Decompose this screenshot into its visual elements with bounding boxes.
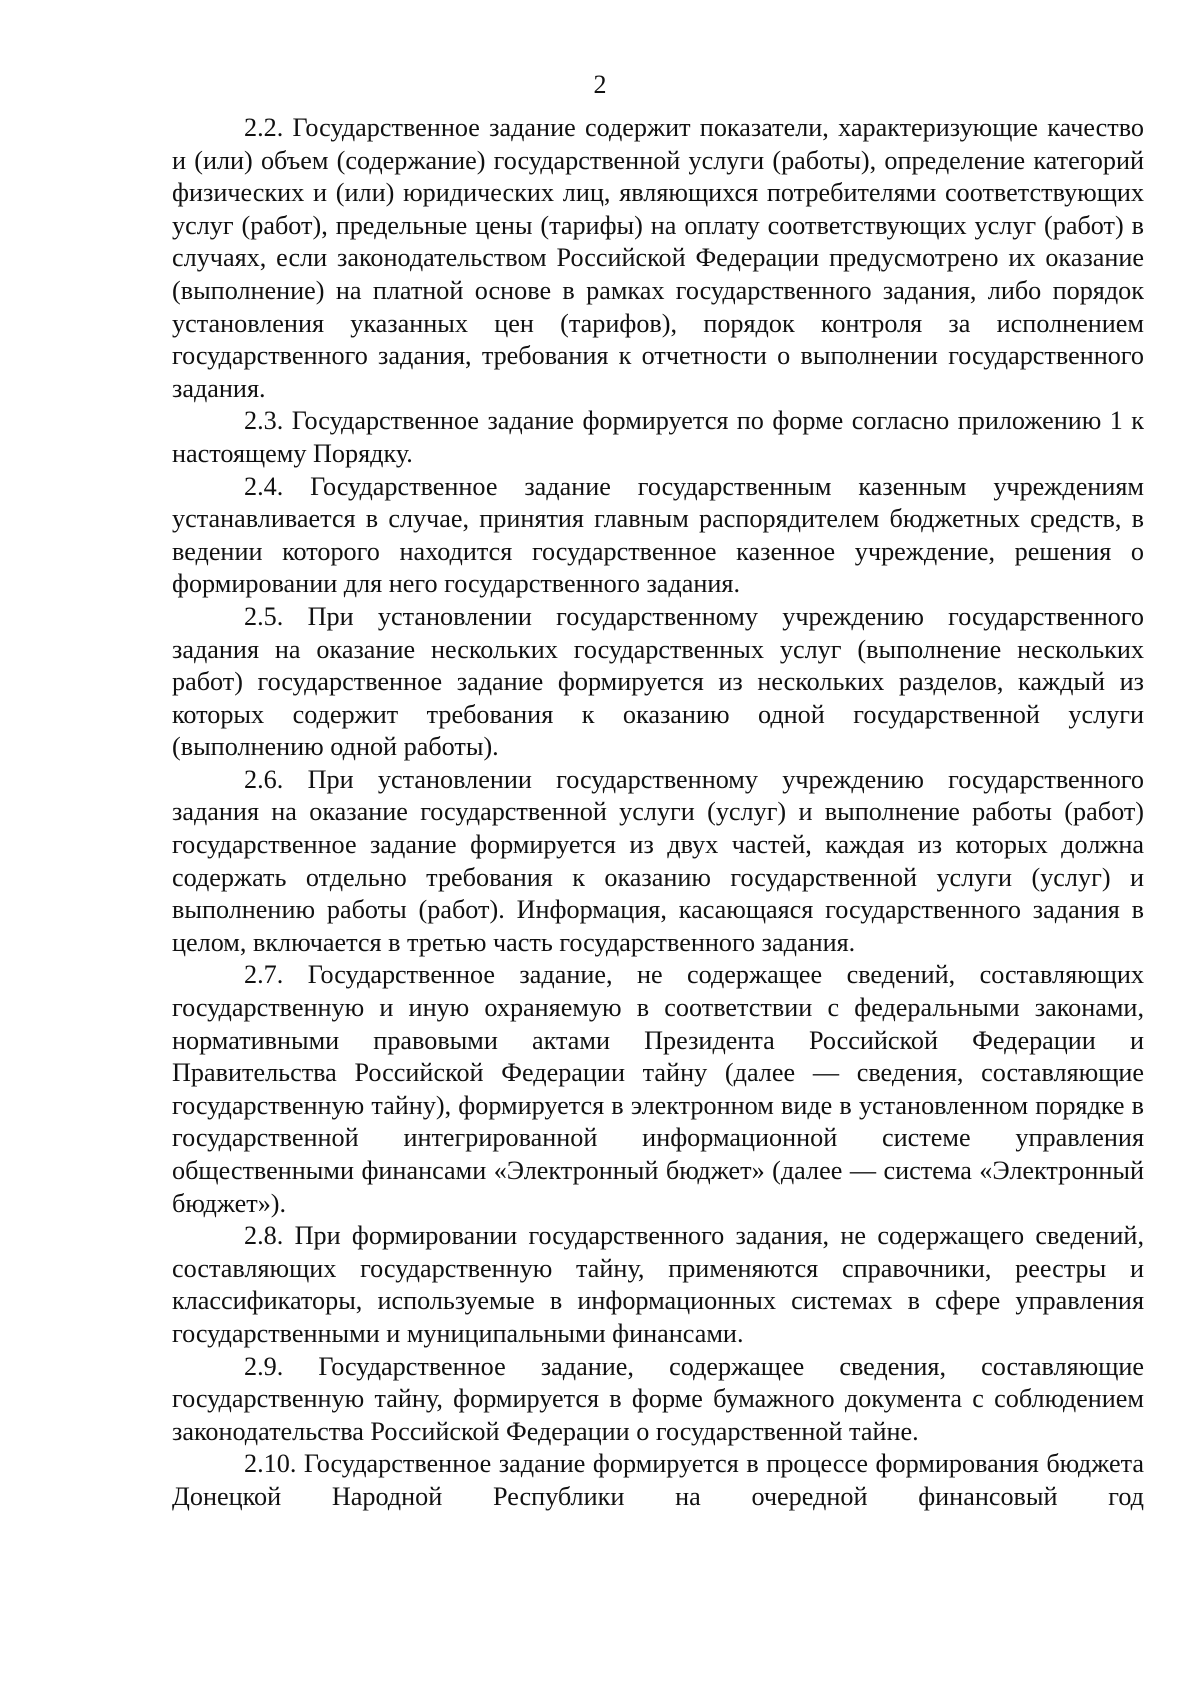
paragraph-2-4: 2.4. Государственное задание государственным казенным учреждениям устанавливается в случае, принятия главным распорядителем бюджетных средств, в ведении которого находится государственное казенное учреждение, решения о формировании для него государственного задания. <box>172 471 1144 599</box>
paragraph-2-6: 2.6. При установлении государственному учреждению государственного задания на оказание государственной услуги (услуг) и выполнение работы (работ) государственное задание формируется из двух частей, каждая из которых должна содержать отдельно требования к оказанию государственной услуги (услуг) и выполнению работы (работ). Информация, касающаяся государственного задания в целом, включается в третью часть государственного задания. <box>172 764 1144 957</box>
paragraph-2-9: 2.9. Государственное задание, содержащее сведения, составляющие государственную тайну, формируется в форме бумажного документа с соблюдением законодательства Российской Федерации о государственной тайне. <box>172 1351 1144 1446</box>
paragraph-2-5: 2.5. При установлении государственному учреждению государственного задания на оказание нескольких государственных услуг (выполнение нескольких работ) государственное задание формируется из нескольких разделов, каждый из которых содержит требования к оказанию одной государственной услуги (выполнению одной работы). <box>172 601 1144 762</box>
paragraph-2-3: 2.3. Государственное задание формируется по форме согласно приложению 1 к настоящему Порядку. <box>172 406 1144 468</box>
paragraph-2-10: 2.10. Государственное задание формируется в процессе формирования бюджета Донецкой Народной Республики на очередной финансовый год <box>172 1449 1144 1511</box>
document-body <box>172 112 1144 1514</box>
paragraph-2-2: 2.2. Государственное задание содержит показатели, характеризующие качество и (или) объем (содержание) государственной услуги (работы), определение категорий физических и (или) юридических лиц, являющихся потребителями соответствующих услуг (работ), предельные цены (тарифы) на оплату соответствующих услуг (работ) в случаях, если законодательством Российской Федерации предусмотрено их оказание (выполнение) на платной основе в рамках государственного задания, либо порядок установления указанных цен (тарифов), порядок контроля за исполнением государственного задания, требования к отчетности о выполнении государственного задания. <box>172 113 1144 403</box>
paragraph-2-8: 2.8. При формировании государственного задания, не содержащего сведений, составляющих государственную тайну, применяются справочники, реестры и классификаторы, используемые в информационных системах в сфере управления государственными и муниципальными финансами. <box>172 1221 1144 1348</box>
page-number: 2 <box>593 70 607 99</box>
paragraph-2-7: 2.7. Государственное задание, не содержащее сведений, составляющих государственную и иную охраняемую в соответствии с федеральными законами, нормативными правовыми актами Президента Российской Федерации и Правительства Российской Федерации тайну (далее — сведения, составляющие государственную тайну), формируется в электронном виде в установленном порядке в государственной интегрированной информационной системе управления общественными финансами «Электронный бюджет» (далее — система «Электронный бюджет»). <box>172 960 1144 1218</box>
